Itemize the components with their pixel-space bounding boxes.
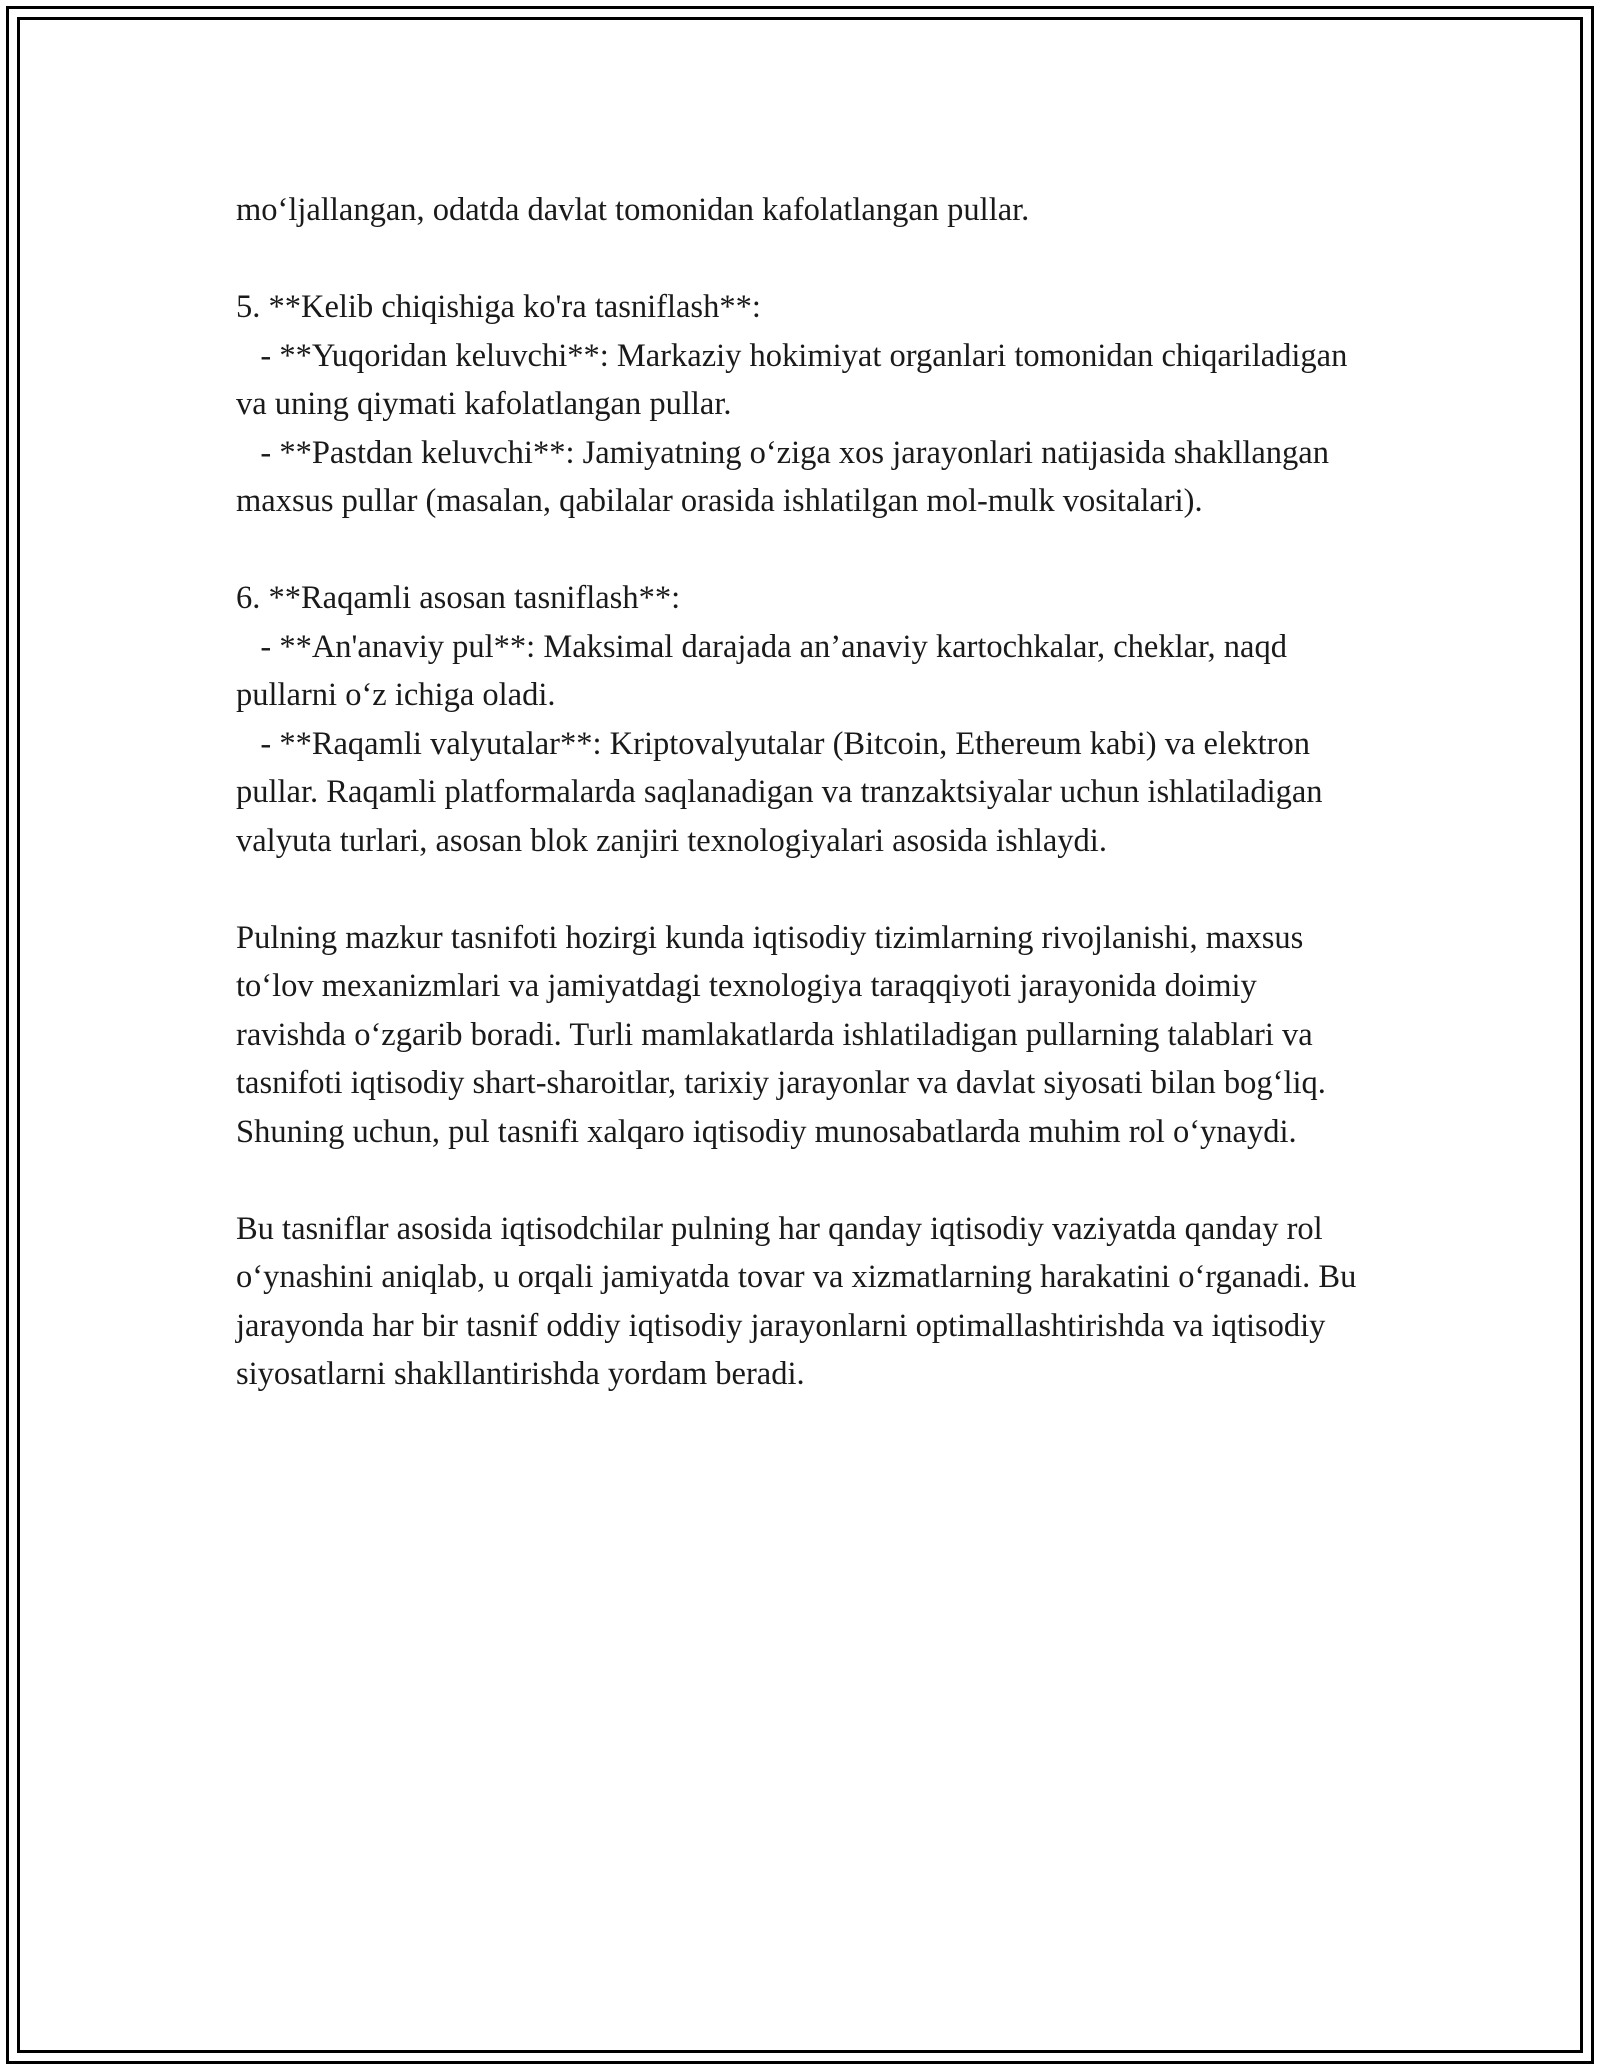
- section-6-heading: 6. **Raqamli asosan tasniflash**:: [236, 580, 681, 616]
- section-5-heading: 5. **Kelib chiqishiga ko'ra tasniflash**:: [236, 289, 761, 325]
- document-body: [236, 186, 1366, 1399]
- section-5-item-bottom-up: - **Pastdan keluvchi**: Jamiyatning o‘ziga xos jarayonlari natijasida shakllangan maxsus pullar (masalan, qabilalar orasida ishlatilgan mol-mulk vositalari).: [236, 434, 1338, 519]
- section-5-item-top-down: - **Yuqoridan keluvchi**: Markaziy hokimiyat organlari tomonidan chiqariladigan va uning qiymati kafolatlangan pullar.: [236, 337, 1356, 422]
- paragraph-classification: Pulning mazkur tasnifoti hozirgi kunda iqtisodiy tizimlarning rivojlanishi, maxsus to‘lov mexanizmlari va jamiyatdagi texnologiya taraqqiyoti jarayonida doimiy ravishda o‘zgarib boradi. Turli mamlakatlarda ishlatiladigan pullarning talablari va tasnifoti iqtisodiy shart-sharoitlar, tarixiy jarayonlar va davlat siyosati bilan bog‘liq. Shuning uchun, pul tasnifi xalqaro iqtisodiy munosabatlarda muhim rol o‘ynaydi.: [236, 919, 1335, 1150]
- section-6-item-digital: - **Raqamli valyutalar**: Kriptovalyutalar (Bitcoin, Ethereum kabi) va elektron pullar. Raqamli platformalarda saqlanadigan va tranzaktsiyalar uchun ishlatiladigan valyuta turlari, asosan blok zanjiri texnologiyalari asosida ishlaydi.: [236, 725, 1331, 859]
- blank-line: [236, 526, 1366, 575]
- blank-line: [236, 1156, 1366, 1205]
- blank-line: [236, 235, 1366, 284]
- section-6-item-traditional: - **An'anaviy pul**: Maksimal darajada an’anaviy kartochkalar, cheklar, naqd pullarni o‘z ichiga oladi.: [236, 628, 1296, 713]
- continuation-line: mo‘ljallangan, odatda davlat tomonidan kafolatlangan pullar.: [236, 192, 1030, 228]
- blank-line: [236, 865, 1366, 914]
- paragraph-conclusion: Bu tasniflar asosida iqtisodchilar pulning har qanday iqtisodiy vaziyatda qanday rol o‘ynashini aniqlab, u orqali jamiyatda tovar va xizmatlarning harakatini o‘rganadi. Bu jarayonda har bir tasnif oddiy iqtisodiy jarayonlarni optimallashtirishda va iqtisodiy siyosatlarni shakllantirishda yordam beradi.: [236, 1210, 1365, 1392]
